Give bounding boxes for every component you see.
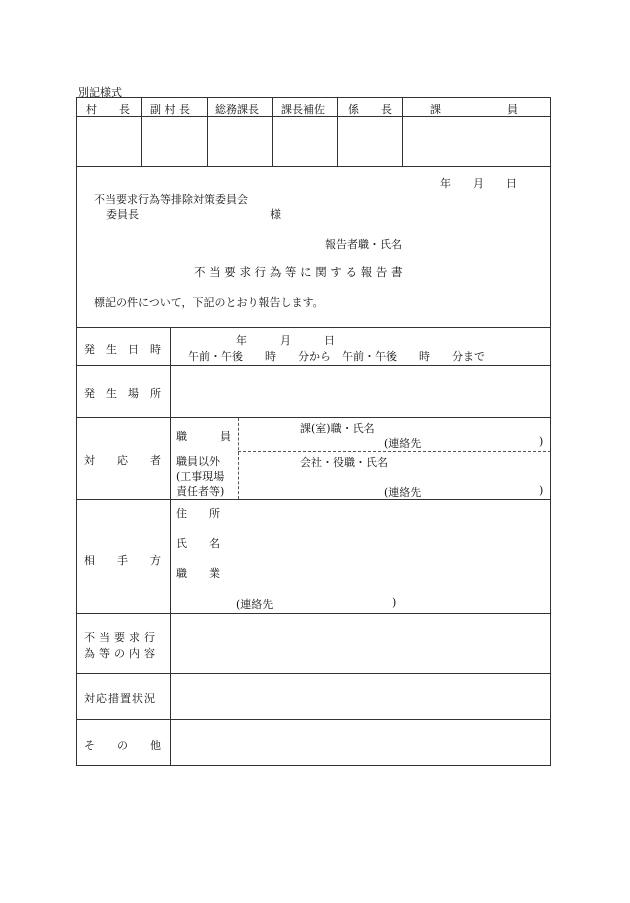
measures-label: 対応措置状況 [84, 692, 156, 705]
content-label-line-2: 為等の内容 [84, 647, 159, 660]
responder-other-field: 会社・役職・氏名 [300, 456, 388, 469]
addressee-honorific: 様 [270, 208, 281, 221]
responder-other-contact: (連絡先 [384, 486, 422, 499]
approval-col-divider [402, 97, 403, 167]
responder-inner-divider [238, 418, 239, 499]
row-divider [76, 499, 551, 500]
occurrence-datetime-label: 発 生 日 時 [84, 343, 161, 356]
responder-staff-contact: (連絡先 [384, 437, 422, 450]
responder-label: 対 応 者 [84, 454, 161, 467]
row-divider [76, 673, 551, 674]
approval-col-divider [207, 97, 208, 167]
responder-other-label-3: 責任者等) [176, 485, 225, 498]
responder-other-contact-close: ) [539, 484, 544, 497]
responder-other-label-1: 職員以外 [176, 455, 220, 468]
counterpart-occupation-label: 職 業 [176, 567, 220, 580]
responder-row-divider [238, 451, 551, 452]
approval-col-divider [141, 97, 142, 167]
approval-header-section-chief: 係 長 [348, 103, 392, 116]
addressee-org: 不当要求行為等排除対策委員会 [94, 193, 248, 206]
approval-header-assistant-chief: 課長補佐 [281, 103, 325, 116]
occurrence-place-label: 発 生 場 所 [84, 387, 161, 400]
row-divider [76, 417, 551, 418]
responder-staff-contact-close: ) [539, 435, 544, 448]
content-label-line-1: 不当要求行 [84, 631, 159, 644]
counterpart-name-label: 氏 名 [176, 537, 220, 550]
approval-header-vice-mayor: 副 村 長 [150, 103, 190, 116]
responder-staff-label: 職 員 [176, 430, 231, 443]
row-divider [76, 327, 551, 328]
occurrence-time-line: 午前・午後 時 分から 午前・午後 時 分まで [188, 350, 485, 363]
occurrence-date-line: 年 月 日 [236, 334, 335, 347]
row-divider [76, 613, 551, 614]
report-body-text: 標記の件について，下記のとおり報告します。 [94, 296, 324, 309]
approval-header-mayor: 村 長 [86, 103, 130, 116]
counterpart-contact: (連絡先 [236, 598, 274, 611]
counterpart-label: 相 手 方 [84, 554, 161, 567]
label-column-divider [170, 327, 171, 766]
row-divider [76, 365, 551, 366]
other-label: そ の 他 [84, 739, 161, 752]
approval-col-divider [272, 97, 273, 167]
counterpart-contact-close: ) [392, 596, 397, 609]
reporter-label: 報告者職・氏名 [325, 238, 402, 251]
responder-staff-field: 課(室)職・氏名 [300, 422, 375, 435]
addressee-chair: 委員長 [106, 208, 139, 221]
form-label: 別記様式 [78, 86, 122, 99]
counterpart-address-label: 住 所 [176, 507, 220, 520]
row-divider [76, 719, 551, 720]
responder-other-label-2: (工事現場 [176, 470, 225, 483]
report-title: 不 当 要 求 行 為 等 に 関 す る 報 告 書 [194, 265, 403, 279]
approval-header-general-affairs-chief: 総務課長 [215, 103, 259, 116]
approval-header-staff: 課 員 [430, 103, 518, 116]
report-date-line: 年 月 日 [440, 177, 517, 190]
approval-col-divider [337, 97, 338, 167]
